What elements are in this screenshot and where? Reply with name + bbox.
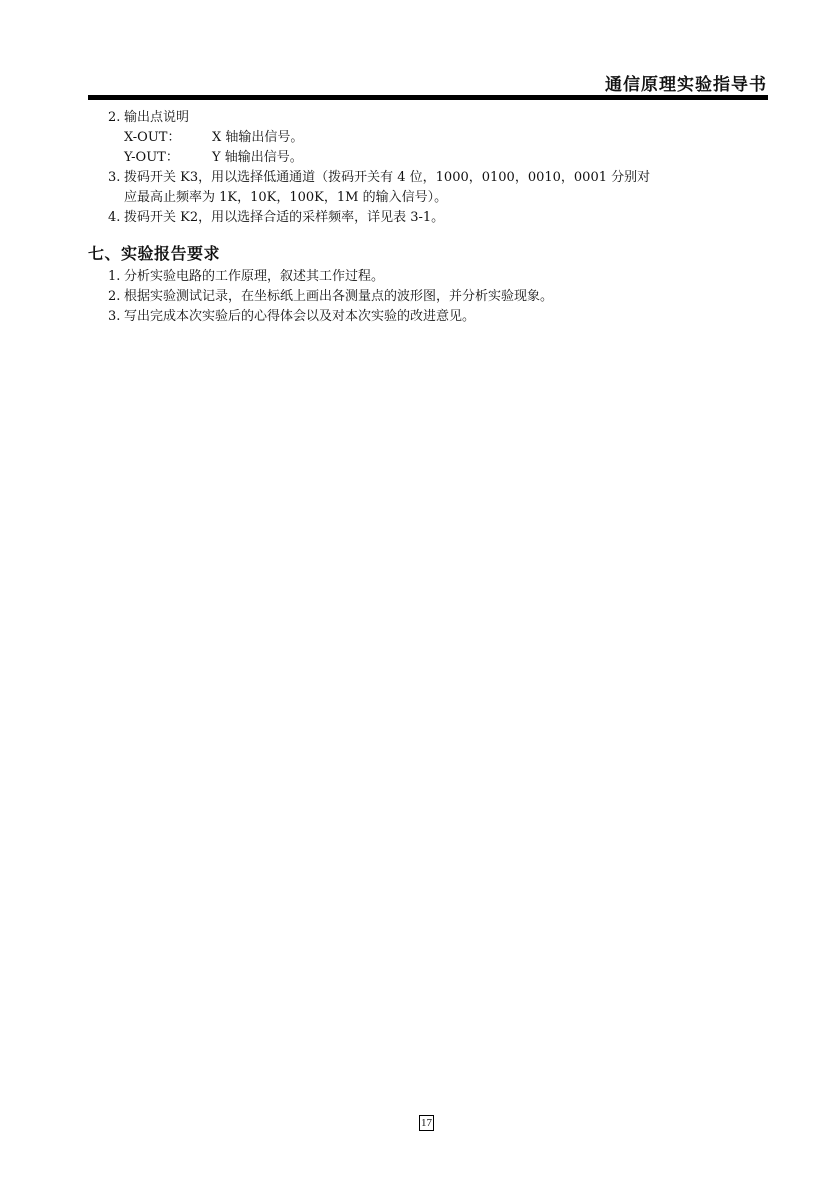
- output-point-y: [124, 148, 778, 168]
- item-number: 1.: [108, 269, 121, 284]
- list-item: [88, 208, 778, 228]
- item-number: 2.: [108, 110, 121, 125]
- header-rule: [88, 95, 768, 100]
- list-item: [88, 287, 778, 307]
- output-key: Y-OUT：: [124, 150, 179, 165]
- item-text-line: 应最高止频率为 1K，10K，100K，1M 的输入信号）。: [124, 190, 448, 205]
- list-item: [88, 267, 778, 287]
- item-text: 写出完成本次实验后的心得体会以及对本次实验的改进意见。: [124, 309, 476, 324]
- output-desc: Y 轴输出信号。: [212, 150, 303, 165]
- output-desc: X 轴输出信号。: [212, 130, 304, 145]
- item-text: 分析实验电路的工作原理，叙述其工作过程。: [124, 269, 385, 284]
- item-number: 3.: [108, 309, 121, 324]
- header-title: 通信原理实验指导书: [605, 75, 767, 95]
- section-heading: 七、实验报告要求: [88, 244, 221, 263]
- item-text: 输出点说明: [124, 110, 190, 125]
- item-number: 2.: [108, 289, 121, 304]
- list-item: [88, 307, 778, 327]
- item-number: 3.: [108, 170, 121, 185]
- item-text: 拨码开关 K2，用以选择合适的采样频率，详见表 3-1。: [124, 210, 445, 225]
- page-content: [88, 108, 778, 327]
- output-point-x: [124, 128, 778, 148]
- item-text: 根据实验测试记录，在坐标纸上画出各测量点的波形图，并分析实验现象。: [124, 289, 554, 304]
- list-item: [88, 168, 778, 208]
- item-number: 4.: [108, 210, 121, 225]
- page-number: 17: [421, 1117, 432, 1129]
- list-item: [88, 108, 778, 168]
- item-text-line: 拨码开关 K3，用以选择低通通道（拨码开关有 4 位，1000，0100，0010，0001 分别对: [124, 170, 651, 185]
- output-key: X-OUT：: [124, 130, 181, 145]
